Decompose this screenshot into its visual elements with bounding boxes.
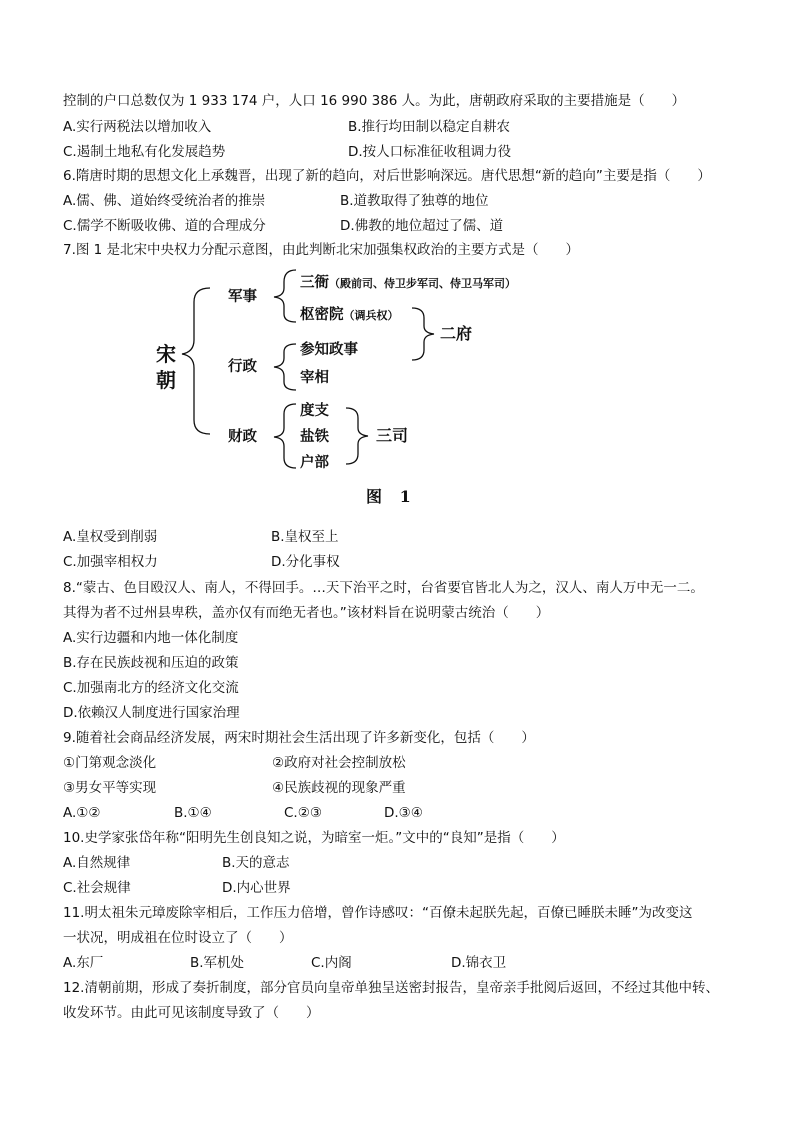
q7-option-a[interactable]: A.皇权受到削弱 — [63, 529, 158, 545]
question-10-stem: 10.史学家张岱年称“阳明先生创良知之说，为暗室一炬。”文中的“良知”是指（ ） — [63, 830, 565, 846]
question-5-stem: 控制的户口总数仅为 1 933 174 户，人口 16 990 386 人。为此，唐朝政府采取的主要措施是（ ） — [63, 93, 686, 109]
node-yantie: 盐铁 — [300, 429, 329, 445]
q6-option-c[interactable]: C.儒学不断吸收佛、道的合理成分 — [63, 218, 266, 234]
question-6-stem: 6.隋唐时期的思想文化上承魏晋，出现了新的趋向，对后世影响深远。唐代思想“新的趋向”主要是指（ ） — [63, 168, 711, 184]
admin-brace — [274, 344, 296, 390]
root-brace — [182, 288, 210, 434]
q9-item-1: ①门第观念淡化 — [63, 755, 157, 771]
diagram-root-song: 宋 — [156, 342, 176, 366]
q6-option-d[interactable]: D.佛教的地位超过了儒、道 — [340, 218, 504, 234]
q8-option-b[interactable]: B.存在民族歧视和压迫的政策 — [63, 655, 239, 671]
node-zaixiang: 宰相 — [300, 370, 329, 386]
branch-military: 军事 — [228, 289, 257, 305]
sansi-brace — [346, 408, 368, 464]
figure-caption: 图 1 — [366, 487, 417, 506]
node-canzhizhengshi: 参知政事 — [300, 342, 358, 358]
q7-option-c[interactable]: C.加强宰相权力 — [63, 554, 158, 570]
q5-option-c[interactable]: C.遏制土地私有化发展趋势 — [63, 144, 226, 160]
question-11-stem-line2: 一状况，明成祖在位时设立了（ ） — [63, 930, 293, 946]
q8-option-a[interactable]: A.实行边疆和内地一体化制度 — [63, 630, 239, 646]
q10-option-c[interactable]: C.社会规律 — [63, 880, 131, 896]
q8-option-d[interactable]: D.依赖汉人制度进行国家治理 — [63, 705, 240, 721]
node-sanya-note: （殿前司、侍卫步军司、侍卫马军司） — [329, 277, 516, 290]
q10-option-d[interactable]: D.内心世界 — [222, 880, 291, 896]
node-duzhi: 度支 — [300, 403, 329, 419]
q6-option-a[interactable]: A.儒、佛、道始终受统治者的推崇 — [63, 193, 266, 209]
q7-option-b[interactable]: B.皇权至上 — [271, 529, 339, 545]
branch-administration: 行政 — [228, 359, 257, 375]
question-8-stem-line1: 8.“蒙古、色目殴汉人、南人，不得回手。…天下治平之时，台省要官皆北人为之，汉人、南人万中无一二。 — [63, 580, 704, 596]
question-9-stem: 9.随着社会商品经济发展，两宋时期社会生活出现了许多新变化，包括（ ） — [63, 730, 535, 746]
diagram-root-chao: 朝 — [156, 368, 176, 392]
branch-finance: 财政 — [228, 429, 257, 445]
node-sansi: 三司 — [376, 426, 409, 445]
question-7-stem: 7.图 1 是北宋中央权力分配示意图，由此判断北宋加强集权政治的主要方式是（ ） — [63, 242, 580, 258]
q9-item-2: ②政府对社会控制放松 — [272, 755, 406, 771]
q9-option-c[interactable]: C.②③ — [284, 805, 322, 821]
q6-option-b[interactable]: B.道教取得了独尊的地位 — [340, 193, 489, 209]
node-sanya: 三衙（殿前司、侍卫步军司、侍卫马军司） — [300, 275, 516, 291]
node-shumiyuan-note: （调兵权） — [343, 309, 399, 322]
q9-option-d[interactable]: D.③④ — [384, 805, 423, 821]
q10-option-b[interactable]: B.天的意志 — [222, 855, 290, 871]
finance-brace — [274, 404, 296, 468]
q11-option-a[interactable]: A.东厂 — [63, 955, 104, 971]
node-hubu: 户部 — [300, 455, 329, 471]
node-shumiyuan: 枢密院（调兵权） — [300, 307, 399, 323]
q9-item-4: ④民族歧视的现象严重 — [272, 780, 406, 796]
q11-option-d[interactable]: D.锦衣卫 — [451, 955, 507, 971]
q10-option-a[interactable]: A.自然规律 — [63, 855, 131, 871]
q9-option-b[interactable]: B.①④ — [174, 805, 212, 821]
erfu-brace — [412, 308, 434, 360]
q5-option-b[interactable]: B.推行均田制以稳定自耕农 — [348, 119, 511, 135]
question-8-stem-line2: 其得为者不过州县卑秩，盖亦仅有而绝无者也。”该材料旨在说明蒙古统治（ ） — [63, 605, 550, 621]
question-12-stem-line2: 收发环节。由此可见该制度导致了（ ） — [63, 1005, 320, 1021]
q11-option-b[interactable]: B.军机处 — [190, 955, 245, 971]
military-brace — [274, 270, 296, 322]
q9-option-a[interactable]: A.①② — [63, 805, 101, 821]
question-11-stem-line1: 11.明太祖朱元璋废除宰相后，工作压力倍增，曾作诗感叹：“百僚未起朕先起，百僚已睡朕未睡”为改变这 — [63, 905, 693, 921]
node-erfu: 二府 — [440, 324, 473, 343]
q7-option-d[interactable]: D.分化事权 — [271, 554, 340, 570]
q5-option-a[interactable]: A.实行两税法以增加收入 — [63, 119, 212, 135]
q9-item-3: ③男女平等实现 — [63, 780, 157, 796]
q8-option-c[interactable]: C.加强南北方的经济文化交流 — [63, 680, 239, 696]
q11-option-c[interactable]: C.内阁 — [311, 955, 352, 971]
q5-option-d[interactable]: D.按人口标准征收租调力役 — [348, 144, 512, 160]
question-12-stem-line1: 12.清朝前期，形成了奏折制度，部分官员向皇帝单独呈送密封报告，皇帝亲手批阅后返回，不经过其他中转、 — [63, 980, 719, 996]
